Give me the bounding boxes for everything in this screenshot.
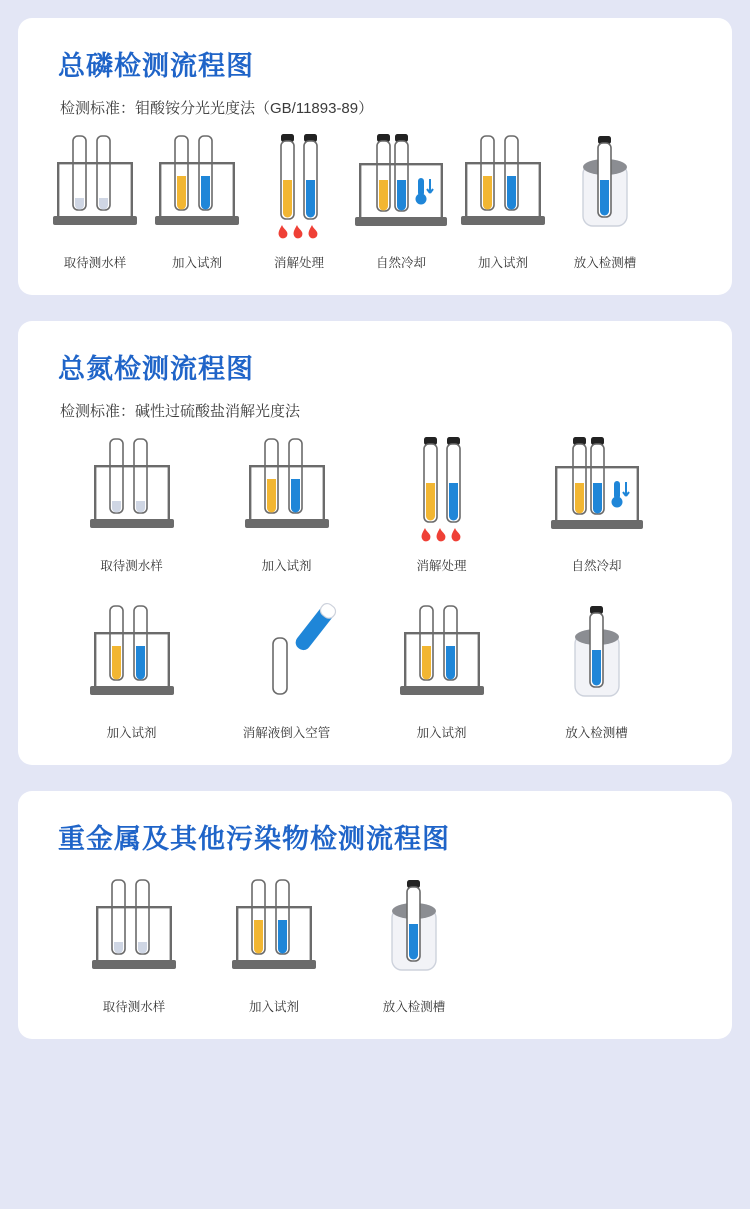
- rack-filled-icon: [82, 596, 182, 714]
- step-label: 取待测水样: [100, 559, 163, 573]
- step-label: 放入检测槽: [573, 256, 637, 270]
- rack-filled-icon: [224, 870, 324, 988]
- detector-icon: [557, 126, 653, 244]
- step-label: 取待测水样: [102, 1000, 166, 1014]
- step-item: [519, 429, 674, 574]
- step-label: 加入试剂: [416, 726, 467, 740]
- step-label: 加入试剂: [248, 1000, 299, 1014]
- section-total-phosphorus: [18, 18, 732, 295]
- tubes-flames-icon: [392, 429, 492, 547]
- step-item: [554, 126, 656, 271]
- step-item: [248, 126, 350, 271]
- detector-icon: [364, 870, 464, 988]
- step-list-row2: [54, 596, 706, 741]
- tubes-flames-icon: [251, 126, 347, 244]
- section-title: 总氮检测流程图: [58, 354, 254, 384]
- step-label: 消解处理: [273, 256, 324, 270]
- rack-empty-icon: [82, 429, 182, 547]
- step-item: [364, 429, 519, 574]
- step-list: [44, 126, 706, 271]
- section-standard: 检测标准：碱性过硫酸盐消解光度法: [60, 403, 301, 420]
- step-label: 放入检测槽: [382, 1000, 446, 1014]
- rack-cooling-icon: [545, 429, 649, 547]
- step-list-row1: [54, 429, 706, 574]
- step-item: [209, 429, 364, 574]
- step-label: 消解液倒入空管: [242, 726, 331, 740]
- rack-filled-icon: [237, 429, 337, 547]
- step-item: [44, 126, 146, 271]
- step-item: [64, 870, 204, 1015]
- step-item: [146, 126, 248, 271]
- rack-cooling-icon: [351, 126, 451, 244]
- thermometer-icon: [416, 178, 434, 205]
- step-item: [364, 596, 519, 741]
- step-item: [344, 870, 484, 1015]
- rack-empty-icon: [84, 870, 184, 988]
- step-label: 取待测水样: [63, 256, 127, 270]
- section-title: 总磷检测流程图: [58, 51, 254, 81]
- section-title: 重金属及其他污染物检测流程图: [58, 824, 450, 854]
- pour-tube-icon: [237, 596, 337, 714]
- section-total-nitrogen: [18, 321, 732, 765]
- step-item: [452, 126, 554, 271]
- step-label: 加入试剂: [106, 726, 157, 740]
- step-label: 加入试剂: [261, 559, 312, 573]
- step-label: 自然冷却: [571, 559, 622, 573]
- step-label: 加入试剂: [477, 256, 528, 270]
- section-heavy-metals: [18, 791, 732, 1039]
- rack-filled-icon: [149, 126, 245, 244]
- section-standard: 检测标准：钼酸铵分光光度法（GB/11893-89）: [60, 100, 374, 117]
- thermometer-icon: [611, 481, 629, 508]
- step-item: [350, 126, 452, 271]
- step-label: 放入检测槽: [565, 726, 628, 740]
- rack-filled-icon: [455, 126, 551, 244]
- step-item: [204, 870, 344, 1015]
- step-item: [209, 596, 364, 741]
- step-label: 自然冷却: [375, 256, 426, 270]
- detector-icon: [547, 596, 647, 714]
- step-label: 加入试剂: [171, 256, 222, 270]
- step-item: [54, 429, 209, 574]
- rack-empty-icon: [47, 126, 143, 244]
- rack-filled-icon: [392, 596, 492, 714]
- step-item: [54, 596, 209, 741]
- step-list: [64, 870, 706, 1015]
- step-item: [519, 596, 674, 741]
- step-label: 消解处理: [416, 559, 467, 573]
